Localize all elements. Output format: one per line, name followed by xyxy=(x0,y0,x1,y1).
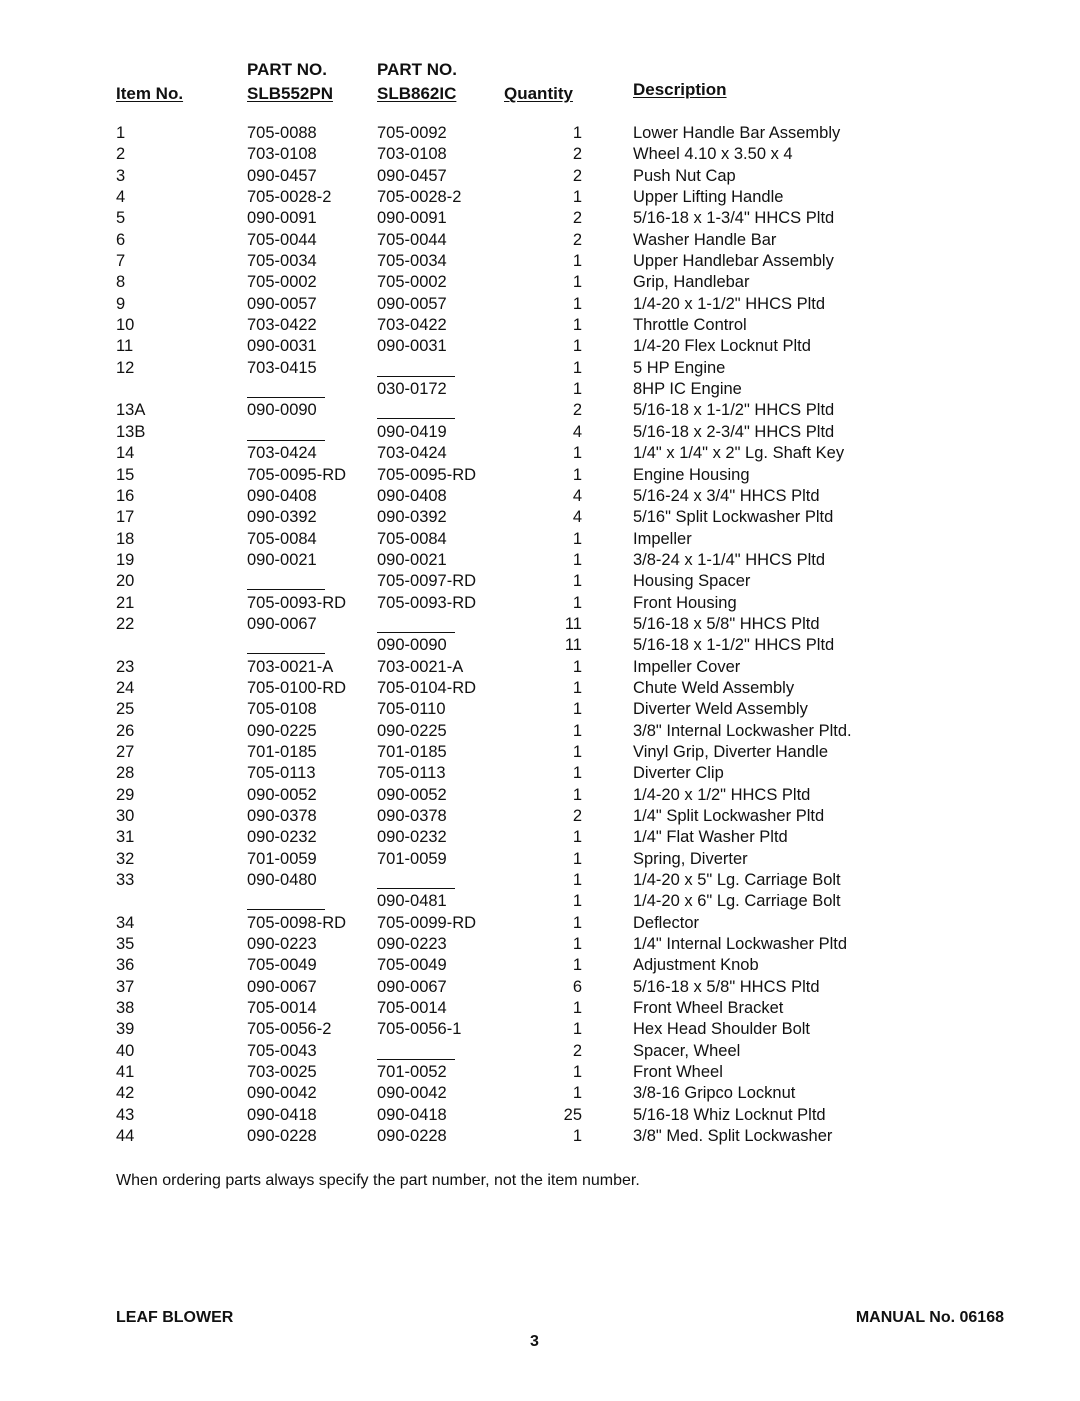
part-number-slb552pn: 703-0424 xyxy=(247,444,317,463)
part-number-slb862ic: 090-0392 xyxy=(377,508,447,527)
description: Diverter Weld Assembly xyxy=(633,700,808,719)
quantity: 1 xyxy=(572,529,582,548)
part-number-slb552pn: 701-0059 xyxy=(247,849,317,868)
table-row xyxy=(0,1019,1080,1040)
table-row xyxy=(0,123,1080,144)
not-applicable-line xyxy=(377,400,455,419)
item-number: 21 xyxy=(116,593,135,612)
table-row xyxy=(0,166,1080,187)
part-number-slb552pn: 090-0418 xyxy=(247,1105,317,1124)
header-row-top xyxy=(0,60,1080,82)
item-number: 30 xyxy=(116,807,135,825)
part-number-slb552pn: 705-0100-RD xyxy=(247,678,347,697)
quantity: 11 xyxy=(564,636,582,655)
quantity: 1 xyxy=(572,999,582,1018)
part-number-slb862ic: 705-0104-RD xyxy=(377,678,477,697)
table-row xyxy=(0,785,1080,806)
not-applicable-line xyxy=(377,358,455,377)
part-number-slb552pn: 705-0028-2 xyxy=(247,188,332,207)
description: 5/16" Split Lockwasher Pltd xyxy=(633,508,834,527)
item-no-heading: Item No. xyxy=(116,84,184,103)
quantity: 11 xyxy=(564,614,582,633)
table-row xyxy=(0,144,1080,165)
table-row xyxy=(0,1083,1080,1104)
description: Engine Housing xyxy=(633,465,750,484)
part-number-slb862ic: 090-0457 xyxy=(377,166,447,185)
not-applicable-line xyxy=(377,614,455,633)
part-number-slb552pn: 705-0014 xyxy=(247,999,317,1018)
quantity: 1 xyxy=(572,294,582,313)
table-row xyxy=(0,251,1080,272)
description: 1/4-20 Flex Locknut Pltd xyxy=(633,337,811,356)
item-number: 2 xyxy=(116,145,126,164)
table-row xyxy=(0,550,1080,571)
part-number-slb862ic: 090-0418 xyxy=(377,1105,447,1124)
part-number-slb862ic: 090-0378 xyxy=(377,807,447,825)
table-row xyxy=(0,379,1080,400)
description: 1/4-20 x 1/2" HHCS Pltd xyxy=(633,785,811,804)
part-number-slb862ic: 705-0099-RD xyxy=(377,913,477,932)
quantity: 1 xyxy=(572,828,582,847)
table-row xyxy=(0,977,1080,998)
table-row xyxy=(0,486,1080,507)
part-number-slb862ic: 705-0028-2 xyxy=(377,188,462,207)
page-number: 3 xyxy=(530,1333,539,1350)
part-number-slb552pn: 090-0090 xyxy=(247,401,317,420)
not-applicable-line xyxy=(247,891,325,910)
parts-table xyxy=(0,123,1080,1148)
part-number-slb862ic: 090-0481 xyxy=(377,892,447,911)
part-number-slb862ic: 090-0232 xyxy=(377,828,447,847)
description: 5/16-18 Whiz Locknut Pltd xyxy=(633,1105,826,1124)
description: Throttle Control xyxy=(633,316,747,335)
description: Upper Lifting Handle xyxy=(633,188,784,207)
table-row xyxy=(0,336,1080,357)
description: Push Nut Cap xyxy=(633,166,736,185)
part-number-slb862ic: 703-0422 xyxy=(377,316,447,335)
part-number-slb552pn: 090-0031 xyxy=(247,337,317,356)
item-number: 36 xyxy=(116,956,135,975)
description: Grip, Handlebar xyxy=(633,273,750,292)
table-row xyxy=(0,1041,1080,1062)
item-number: 17 xyxy=(116,508,135,527)
description: 1/4" x 1/4" x 2" Lg. Shaft Key xyxy=(633,444,845,463)
quantity: 1 xyxy=(572,849,582,868)
table-row xyxy=(0,1126,1080,1147)
part-number-slb862ic: 705-0002 xyxy=(377,273,447,292)
quantity: 6 xyxy=(572,977,582,996)
item-number: 16 xyxy=(116,486,135,505)
table-row xyxy=(0,721,1080,742)
quantity: 1 xyxy=(572,593,582,612)
description: 5/16-18 x 5/8" HHCS Pltd xyxy=(633,614,820,633)
table-row xyxy=(0,187,1080,208)
part-number-slb552pn: 090-0408 xyxy=(247,486,317,505)
part-number-slb862ic: 705-0093-RD xyxy=(377,593,477,612)
table-row xyxy=(0,443,1080,464)
part-number-slb862ic: 705-0097-RD xyxy=(377,572,477,591)
description: 1/4" Internal Lockwasher Pltd xyxy=(633,935,848,954)
quantity: 2 xyxy=(572,166,582,185)
part-number-slb862ic: 090-0057 xyxy=(377,294,447,313)
quantity-heading: Quantity xyxy=(504,84,573,103)
quantity: 1 xyxy=(572,700,582,719)
description: 1/4-20 x 6" Lg. Carriage Bolt xyxy=(633,892,841,911)
table-row xyxy=(0,614,1080,635)
item-number: 43 xyxy=(116,1105,135,1124)
table-row xyxy=(0,827,1080,848)
item-number: 14 xyxy=(116,444,135,463)
not-applicable-line xyxy=(247,571,325,590)
part-number-slb552pn: 090-0021 xyxy=(247,550,317,569)
table-row xyxy=(0,891,1080,912)
quantity: 2 xyxy=(572,1041,582,1060)
quantity: 1 xyxy=(572,444,582,463)
description: 3/8-24 x 1-1/4" HHCS Pltd xyxy=(633,550,826,569)
item-number: 34 xyxy=(116,913,135,932)
not-applicable-line xyxy=(247,635,325,654)
description: Wheel 4.10 x 3.50 x 4 xyxy=(633,145,793,164)
description: 5/16-18 x 1-1/2" HHCS Pltd xyxy=(633,401,835,420)
quantity: 4 xyxy=(572,508,582,527)
quantity: 1 xyxy=(572,550,582,569)
item-number: 13A xyxy=(116,401,146,420)
item-number: 6 xyxy=(116,230,126,249)
description: Washer Handle Bar xyxy=(633,230,777,249)
quantity: 1 xyxy=(572,316,582,335)
not-applicable-line xyxy=(377,870,455,889)
item-number: 37 xyxy=(116,977,135,996)
part-number-slb862ic: 705-0092 xyxy=(377,124,447,142)
part-number-slb862ic: 090-0052 xyxy=(377,785,447,804)
quantity: 2 xyxy=(572,209,582,228)
item-number: 22 xyxy=(116,614,135,633)
table-row xyxy=(0,529,1080,550)
item-number: 31 xyxy=(116,828,135,847)
description: 1/4" Split Lockwasher Pltd xyxy=(633,807,825,825)
description: Chute Weld Assembly xyxy=(633,678,795,697)
part-number-slb862ic: 701-0185 xyxy=(377,742,447,761)
quantity: 1 xyxy=(572,956,582,975)
quantity: 1 xyxy=(572,465,582,484)
item-number: 28 xyxy=(116,764,135,783)
description: Impeller xyxy=(633,529,692,548)
table-row xyxy=(0,955,1080,976)
footer-manual-number: MANUAL No. 06168 xyxy=(855,1309,1004,1326)
part-number-slb862ic: 090-0067 xyxy=(377,977,447,996)
quantity: 1 xyxy=(572,572,582,591)
item-number: 1 xyxy=(116,124,126,142)
item-number: 27 xyxy=(116,742,135,761)
part-number-slb552pn: 705-0088 xyxy=(247,124,317,142)
table-row xyxy=(0,208,1080,229)
item-number: 29 xyxy=(116,785,135,804)
table-row xyxy=(0,593,1080,614)
part-number-slb552pn: 090-0232 xyxy=(247,828,317,847)
item-number: 41 xyxy=(116,1063,135,1082)
item-number: 38 xyxy=(116,999,135,1018)
part-number-slb862ic: 705-0034 xyxy=(377,252,447,271)
description: Front Housing xyxy=(633,593,737,612)
quantity: 1 xyxy=(572,913,582,932)
quantity: 1 xyxy=(572,188,582,207)
table-row xyxy=(0,272,1080,293)
description: 1/4-20 x 1-1/2" HHCS Pltd xyxy=(633,294,826,313)
description: Housing Spacer xyxy=(633,572,751,591)
table-row xyxy=(0,742,1080,763)
part-number-slb862ic: 090-0419 xyxy=(377,422,447,441)
table-row xyxy=(0,763,1080,784)
quantity: 1 xyxy=(572,273,582,292)
footer-product-name: LEAF BLOWER xyxy=(116,1309,234,1326)
table-row xyxy=(0,465,1080,486)
part-number-slb862ic: 701-0052 xyxy=(377,1063,447,1082)
part-number-slb552pn: 090-0091 xyxy=(247,209,317,228)
item-number: 25 xyxy=(116,700,135,719)
quantity: 1 xyxy=(572,742,582,761)
part-number-slb552pn: 705-0002 xyxy=(247,273,317,292)
part-number-slb862ic: 090-0021 xyxy=(377,550,447,569)
description: Lower Handle Bar Assembly xyxy=(633,124,841,142)
item-number: 32 xyxy=(116,849,135,868)
table-row xyxy=(0,422,1080,443)
part-number-slb862ic: 090-0031 xyxy=(377,337,447,356)
description: 5/16-18 x 5/8" HHCS Pltd xyxy=(633,977,820,996)
table-row xyxy=(0,1105,1080,1126)
item-number: 9 xyxy=(116,294,126,313)
part-number-slb552pn: 703-0108 xyxy=(247,145,317,164)
part-number-slb552pn: 705-0044 xyxy=(247,230,317,249)
description: 5/16-18 x 2-3/4" HHCS Pltd xyxy=(633,422,835,441)
item-number: 39 xyxy=(116,1020,135,1039)
table-row xyxy=(0,913,1080,934)
quantity: 2 xyxy=(572,145,582,164)
quantity: 1 xyxy=(572,252,582,271)
description: 5/16-18 x 1-1/2" HHCS Pltd xyxy=(633,636,835,655)
description: Diverter Clip xyxy=(633,764,724,783)
table-row xyxy=(0,507,1080,528)
item-number: 33 xyxy=(116,871,135,890)
part-number-slb862ic: 705-0049 xyxy=(377,956,447,975)
part-number-slb862ic: 090-0228 xyxy=(377,1127,447,1146)
part-number-slb862ic: 705-0044 xyxy=(377,230,447,249)
quantity: 2 xyxy=(572,401,582,420)
part-number-slb862ic: 090-0091 xyxy=(377,209,447,228)
item-number: 23 xyxy=(116,657,135,676)
description: Spacer, Wheel xyxy=(633,1041,741,1060)
part-number-slb862ic: 090-0090 xyxy=(377,636,447,655)
description: Vinyl Grip, Diverter Handle xyxy=(633,742,829,761)
description-heading: Description xyxy=(633,80,727,99)
item-number: 44 xyxy=(116,1127,135,1146)
table-row xyxy=(0,678,1080,699)
description: 5/16-24 x 3/4" HHCS Pltd xyxy=(633,486,820,505)
description: 5/16-18 x 1-3/4" HHCS Pltd xyxy=(633,209,835,228)
description: 3/8" Med. Split Lockwasher xyxy=(633,1127,833,1146)
quantity: 1 xyxy=(572,935,582,954)
item-number: 12 xyxy=(116,358,135,377)
part-number-slb552pn: 705-0095-RD xyxy=(247,465,347,484)
part-number-slb862ic: 090-0042 xyxy=(377,1084,447,1103)
description: Upper Handlebar Assembly xyxy=(633,252,834,271)
part-number-slb862ic: 090-0225 xyxy=(377,721,447,740)
part-number-slb552pn: 090-0392 xyxy=(247,508,317,527)
part-number-slb862ic: 705-0014 xyxy=(377,999,447,1018)
table-row xyxy=(0,315,1080,336)
part-number-slb862ic: 090-0408 xyxy=(377,486,447,505)
part-number-slb552pn: 090-0057 xyxy=(247,294,317,313)
table-row xyxy=(0,998,1080,1019)
part-number-slb552pn: 090-0067 xyxy=(247,977,317,996)
table-row xyxy=(0,934,1080,955)
quantity: 1 xyxy=(572,678,582,697)
description: 8HP IC Engine xyxy=(633,380,742,399)
table-row xyxy=(0,294,1080,315)
table-row xyxy=(0,571,1080,592)
not-applicable-line xyxy=(247,422,325,441)
part-number-slb552pn: 090-0225 xyxy=(247,721,317,740)
header-row-description xyxy=(0,80,1080,102)
item-number: 3 xyxy=(116,166,126,185)
item-number: 10 xyxy=(116,316,135,335)
table-row xyxy=(0,635,1080,656)
quantity: 1 xyxy=(572,1020,582,1039)
part-number-slb552pn: 090-0042 xyxy=(247,1084,317,1103)
part-number-slb862ic: 705-0113 xyxy=(377,764,446,783)
part-number-slb862ic: 090-0223 xyxy=(377,935,447,954)
item-number: 13B xyxy=(116,422,146,441)
part-number-slb552pn: 705-0113 xyxy=(247,764,316,783)
part-no-heading-1: PART NO. xyxy=(247,60,327,79)
quantity: 1 xyxy=(572,892,582,911)
part-number-slb552pn: 703-0025 xyxy=(247,1063,317,1082)
model-slb552pn-heading: SLB552PN xyxy=(247,84,333,103)
description: 3/8-16 Gripco Locknut xyxy=(633,1084,796,1103)
part-number-slb552pn: 703-0422 xyxy=(247,316,317,335)
table-row xyxy=(0,358,1080,379)
item-number: 18 xyxy=(116,529,135,548)
description: Hex Head Shoulder Bolt xyxy=(633,1020,811,1039)
part-number-slb552pn: 705-0084 xyxy=(247,529,317,548)
part-number-slb552pn: 705-0034 xyxy=(247,252,317,271)
item-number: 19 xyxy=(116,550,135,569)
part-number-slb552pn: 705-0108 xyxy=(247,700,317,719)
description: 1/4" Flat Washer Pltd xyxy=(633,828,788,847)
item-number: 5 xyxy=(116,209,126,228)
part-number-slb552pn: 090-0067 xyxy=(247,614,317,633)
description: Adjustment Knob xyxy=(633,956,759,975)
part-number-slb552pn: 705-0093-RD xyxy=(247,593,347,612)
description: 3/8" Internal Lockwasher Pltd. xyxy=(633,721,852,740)
part-number-slb552pn: 705-0098-RD xyxy=(247,913,347,932)
quantity: 1 xyxy=(572,380,582,399)
item-number: 42 xyxy=(116,1084,135,1103)
part-number-slb862ic: 705-0084 xyxy=(377,529,447,548)
quantity: 1 xyxy=(572,358,582,377)
item-number: 8 xyxy=(116,273,126,292)
item-number: 11 xyxy=(116,337,134,356)
description: Front Wheel Bracket xyxy=(633,999,784,1018)
quantity: 1 xyxy=(572,1127,582,1146)
part-number-slb862ic: 030-0172 xyxy=(377,380,447,399)
quantity: 2 xyxy=(572,230,582,249)
description: 1/4-20 x 5" Lg. Carriage Bolt xyxy=(633,871,841,890)
quantity: 1 xyxy=(572,337,582,356)
table-row xyxy=(0,400,1080,421)
part-number-slb552pn: 090-0228 xyxy=(247,1127,317,1146)
ordering-note: When ordering parts always specify the part number, not the item number. xyxy=(116,1172,640,1189)
quantity: 1 xyxy=(572,124,582,142)
part-number-slb552pn: 705-0049 xyxy=(247,956,317,975)
description: 5 HP Engine xyxy=(633,358,726,377)
quantity: 2 xyxy=(572,807,582,825)
part-number-slb862ic: 703-0424 xyxy=(377,444,447,463)
part-number-slb552pn: 705-0056-2 xyxy=(247,1020,332,1039)
description: Deflector xyxy=(633,913,700,932)
quantity: 1 xyxy=(572,1063,582,1082)
model-slb862ic-heading: SLB862IC xyxy=(377,84,457,103)
description: Front Wheel xyxy=(633,1063,723,1082)
item-number: 35 xyxy=(116,935,135,954)
item-number: 20 xyxy=(116,572,135,591)
table-row xyxy=(0,230,1080,251)
item-number: 26 xyxy=(116,721,135,740)
quantity: 1 xyxy=(572,764,582,783)
part-number-slb552pn: 090-0480 xyxy=(247,871,317,890)
part-number-slb552pn: 701-0185 xyxy=(247,742,317,761)
part-number-slb862ic: 705-0095-RD xyxy=(377,465,477,484)
description: Impeller Cover xyxy=(633,657,741,676)
item-number: 24 xyxy=(116,678,135,697)
quantity: 1 xyxy=(572,871,582,890)
part-number-slb552pn: 705-0043 xyxy=(247,1041,317,1060)
quantity: 1 xyxy=(572,721,582,740)
item-number: 4 xyxy=(116,188,126,207)
item-number: 7 xyxy=(116,252,126,271)
part-number-slb552pn: 703-0415 xyxy=(247,358,317,377)
table-row xyxy=(0,849,1080,870)
part-number-slb552pn: 703-0021-A xyxy=(247,657,334,676)
part-number-slb862ic: 703-0021-A xyxy=(377,657,464,676)
table-row xyxy=(0,870,1080,891)
part-number-slb862ic: 703-0108 xyxy=(377,145,447,164)
table-row xyxy=(0,699,1080,720)
table-row xyxy=(0,1062,1080,1083)
description: Spring, Diverter xyxy=(633,849,748,868)
part-number-slb862ic: 705-0056-1 xyxy=(377,1020,462,1039)
quantity: 4 xyxy=(572,486,582,505)
quantity: 1 xyxy=(572,657,582,676)
table-row xyxy=(0,806,1080,827)
item-number: 40 xyxy=(116,1041,135,1060)
quantity: 1 xyxy=(572,785,582,804)
quantity: 1 xyxy=(572,1084,582,1103)
not-applicable-line xyxy=(377,1041,455,1060)
part-no-heading-2: PART NO. xyxy=(377,60,457,79)
quantity: 25 xyxy=(563,1105,582,1124)
part-number-slb862ic: 701-0059 xyxy=(377,849,447,868)
part-number-slb552pn: 090-0223 xyxy=(247,935,317,954)
table-row xyxy=(0,657,1080,678)
not-applicable-line xyxy=(247,379,325,398)
part-number-slb552pn: 090-0457 xyxy=(247,166,317,185)
quantity: 4 xyxy=(572,422,582,441)
part-number-slb862ic: 705-0110 xyxy=(377,700,446,719)
item-number: 15 xyxy=(116,465,135,484)
part-number-slb552pn: 090-0052 xyxy=(247,785,317,804)
part-number-slb552pn: 090-0378 xyxy=(247,807,317,825)
